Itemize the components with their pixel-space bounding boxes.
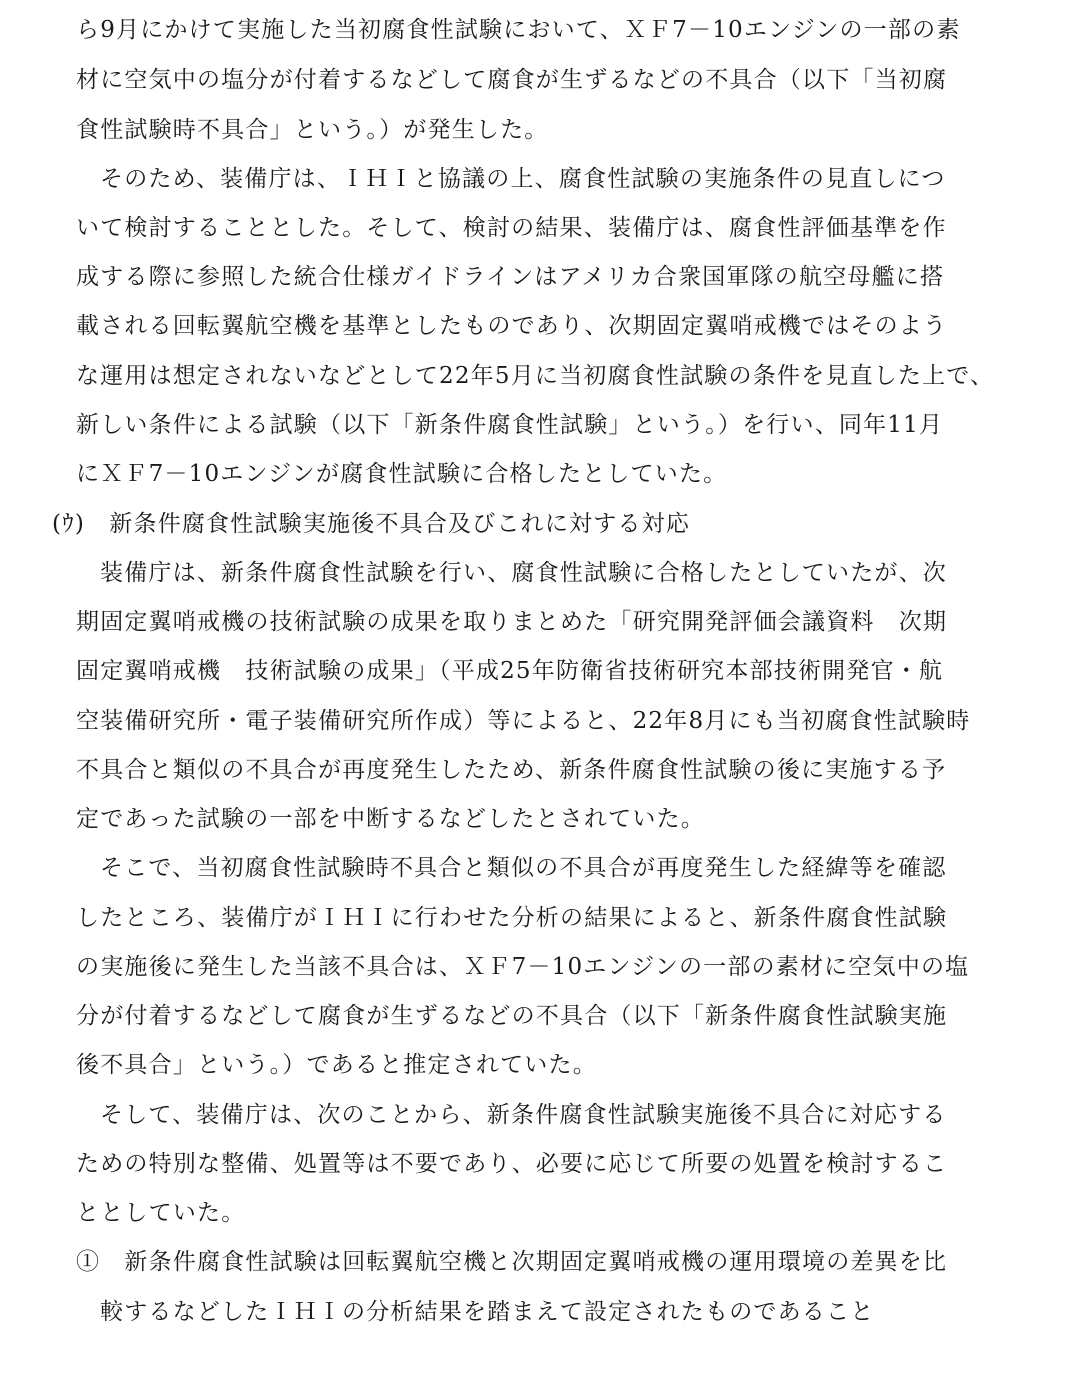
text-line-6: 成する際に参照した統合仕様ガイドラインはアメリカ合衆国軍隊の航空母艦に搭 (76, 264, 945, 290)
list-item-1-continuation: 較するなどしたＩＨＩの分析結果を踏まえて設定されたものであること (100, 1299, 875, 1325)
text-line-25: ととしていた。 (76, 1200, 246, 1226)
text-line-5: いて検討することとした。そして、検討の結果、装備庁は、腐食性評価基準を作 (76, 215, 947, 241)
text-line-10: にＸＦ7－10エンジンが腐食性試験に合格したとしていた。 (76, 461, 728, 487)
text-line-21: 分が付着するなどして腐食が生ずるなどの不具合（以下「新条件腐食性試験実施 (76, 1003, 948, 1029)
text-line-18: そこで、当初腐食性試験時不具合と類似の不具合が再度発生した経緯等を確認 (100, 855, 947, 881)
list-item-1: ① 新条件腐食性試験は回転翼航空機と次期固定翼哨戒機の運用環境の差異を比 (76, 1249, 948, 1275)
text-line-16: 不具合と類似の不具合が再度発生したため、新条件腐食性試験の後に実施する予 (76, 757, 947, 783)
text-line-1: ら9月にかけて実施した当初腐食性試験において、ＸＦ7－10エンジンの一部の素 (76, 17, 961, 43)
text-line-9: 新しい条件による試験（以下「新条件腐食性試験」という。）を行い、同年11月 (76, 412, 944, 438)
text-line-23: そして、装備庁は、次のことから、新条件腐食性試験実施後不具合に対応する (100, 1102, 947, 1128)
text-line-17: 定であった試験の一部を中断するなどしたとされていた。 (76, 806, 705, 832)
section-heading: (ｳ) 新条件腐食性試験実施後不具合及びこれに対する対応 (52, 511, 691, 537)
text-line-12: 装備庁は、新条件腐食性試験を行い、腐食性試験に合格したとしていたが、次 (100, 560, 947, 586)
text-line-14: 固定翼哨戒機 技術試験の成果」（平成25年防衛省技術研究本部技術開発官・航 (76, 658, 944, 684)
text-line-13: 期固定翼哨戒機の技術試験の成果を取りまとめた「研究開発評価会議資料 次期 (76, 609, 948, 635)
text-line-20: の実施後に発生した当該不具合は、ＸＦ7－10エンジンの一部の素材に空気中の塩 (76, 954, 970, 980)
text-line-4: そのため、装備庁は、ＩＨＩと協議の上、腐食性試験の実施条件の見直しにつ (100, 166, 946, 192)
text-line-22: 後不具合」という。）であると推定されていた。 (76, 1052, 597, 1078)
text-line-24: ための特別な整備、処置等は不要であり、必要に応じて所要の処置を検討するこ (76, 1151, 948, 1177)
text-line-2: 材に空気中の塩分が付着するなどして腐食が生ずるなどの不具合（以下「当初腐 (76, 67, 948, 93)
text-line-15: 空装備研究所・電子装備研究所作成）等によると、22年8月にも当初腐食性試験時 (76, 708, 971, 734)
text-line-7: 載される回転翼航空機を基準としたものであり、次期固定翼哨戒機ではそのよう (76, 313, 948, 339)
text-line-8: な運用は想定されないなどとして22年5月に当初腐食性試験の条件を見直した上で、 (76, 363, 995, 389)
text-line-3: 食性試験時不具合」という。）が発生した。 (76, 117, 549, 143)
text-line-19: したところ、装備庁がＩＨＩに行わせた分析の結果によると、新条件腐食性試験 (76, 905, 948, 931)
